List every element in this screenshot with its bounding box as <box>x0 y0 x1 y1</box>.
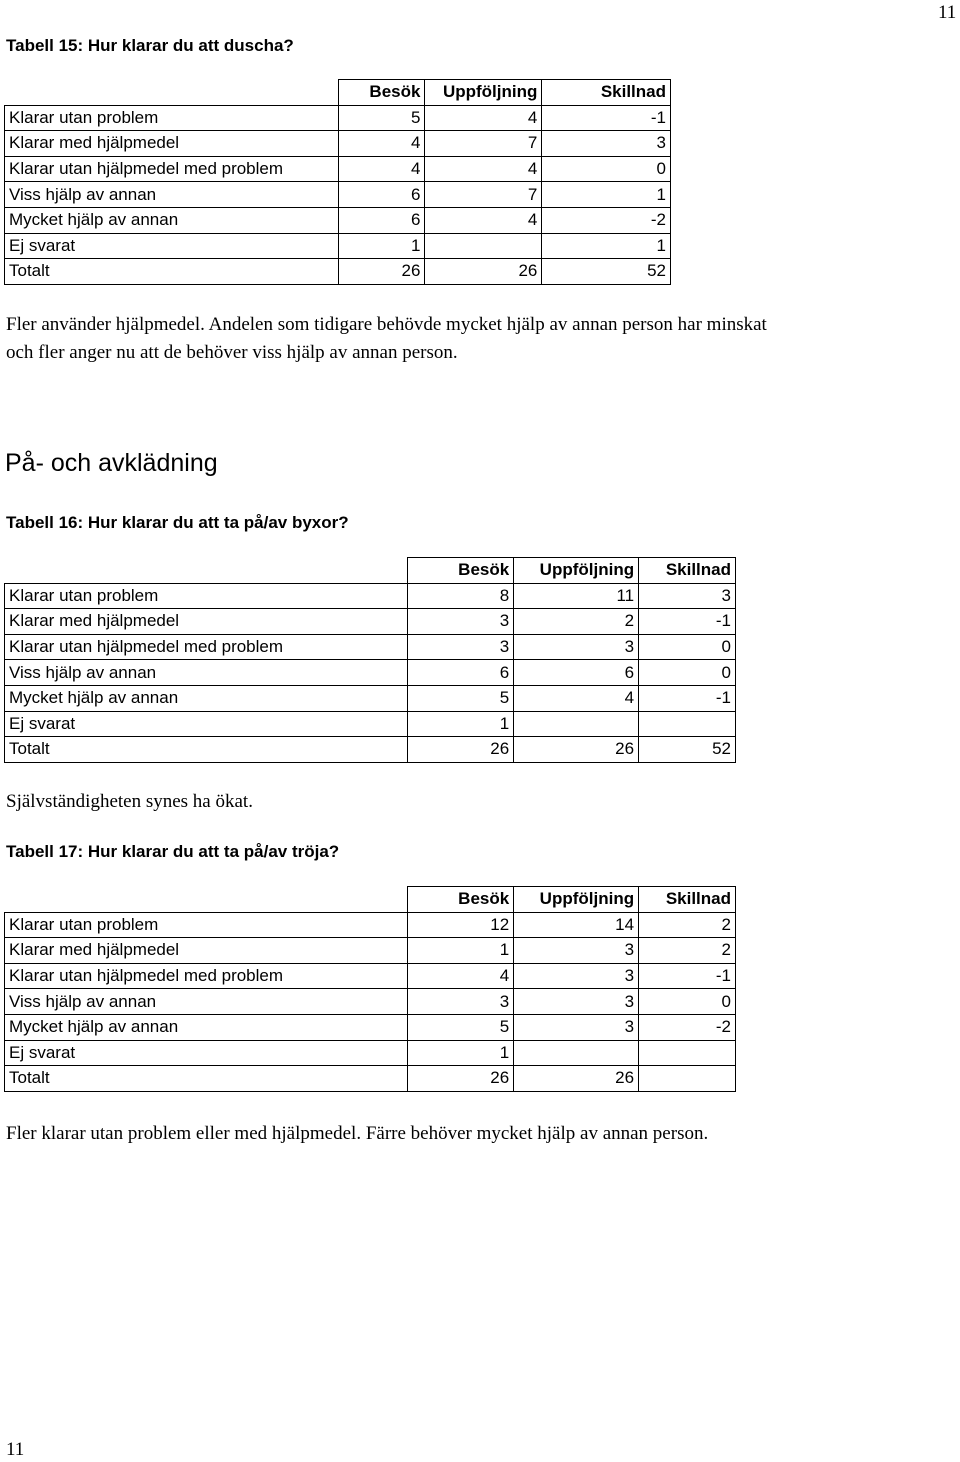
cell-besok: 26 <box>408 737 514 763</box>
cell-uppfoljning: 2 <box>514 609 639 635</box>
paragraph-16: Självständigheten synes ha ökat. <box>6 791 253 812</box>
header-skillnad: Skillnad <box>639 558 736 584</box>
cell-besok: 5 <box>408 1014 514 1040</box>
row-label: Klarar utan hjälpmedel med problem <box>5 156 339 182</box>
table-row <box>5 963 736 989</box>
cell-besok: 6 <box>408 660 514 686</box>
cell-skillnad: 1 <box>542 233 671 259</box>
cell-besok: 1 <box>408 938 514 964</box>
table-15 <box>4 79 671 285</box>
cell-uppfoljning: 3 <box>514 1014 639 1040</box>
cell-uppfoljning <box>514 1040 639 1066</box>
cell-besok: 6 <box>338 207 425 233</box>
cell-besok: 4 <box>338 131 425 157</box>
cell-uppfoljning: 3 <box>514 963 639 989</box>
cell-besok: 3 <box>408 989 514 1015</box>
row-label: Klarar utan hjälpmedel med problem <box>5 634 408 660</box>
cell-besok: 1 <box>338 233 425 259</box>
cell-besok: 4 <box>338 156 425 182</box>
table-row <box>5 660 736 686</box>
cell-besok: 5 <box>338 105 425 131</box>
row-label: Totalt <box>5 737 408 763</box>
header-skillnad: Skillnad <box>639 887 736 913</box>
cell-skillnad <box>639 1066 736 1092</box>
table-row <box>5 609 736 635</box>
row-label: Klarar utan hjälpmedel med problem <box>5 963 408 989</box>
table-row <box>5 685 736 711</box>
header-skillnad: Skillnad <box>542 80 671 106</box>
table-row <box>5 105 671 131</box>
table-row <box>5 1014 736 1040</box>
table-row <box>5 207 671 233</box>
header-corner <box>5 80 339 106</box>
cell-skillnad: 0 <box>542 156 671 182</box>
cell-uppfoljning: 26 <box>425 259 542 285</box>
row-label: Mycket hjälp av annan <box>5 207 339 233</box>
table-row <box>5 259 671 285</box>
table-row <box>5 711 736 737</box>
row-label: Klarar utan problem <box>5 912 408 938</box>
cell-skillnad: -1 <box>639 685 736 711</box>
header-uppfoljning: Uppföljning <box>514 887 639 913</box>
cell-besok: 4 <box>408 963 514 989</box>
table-row <box>5 912 736 938</box>
header-uppfoljning: Uppföljning <box>425 80 542 106</box>
cell-besok: 3 <box>408 634 514 660</box>
row-label: Totalt <box>5 1066 408 1092</box>
row-label: Ej svarat <box>5 711 408 737</box>
cell-uppfoljning: 4 <box>425 156 542 182</box>
row-label: Mycket hjälp av annan <box>5 685 408 711</box>
cell-besok: 5 <box>408 685 514 711</box>
cell-besok: 26 <box>408 1066 514 1092</box>
cell-besok: 6 <box>338 182 425 208</box>
header-besok: Besök <box>408 887 514 913</box>
cell-uppfoljning: 4 <box>425 105 542 131</box>
paragraph-15-line-2: och fler anger nu att de behöver viss hjälp av annan person. <box>6 342 458 363</box>
cell-uppfoljning: 7 <box>425 131 542 157</box>
table-17-caption: Tabell 17: Hur klarar du att ta på/av tröja? <box>6 842 340 861</box>
table-header-row <box>5 558 736 584</box>
table-15-caption: Tabell 15: Hur klarar du att duscha? <box>6 36 294 55</box>
cell-skillnad: 0 <box>639 660 736 686</box>
table-row <box>5 938 736 964</box>
cell-uppfoljning: 3 <box>514 634 639 660</box>
cell-skillnad <box>639 1040 736 1066</box>
table-row <box>5 1040 736 1066</box>
cell-besok: 1 <box>408 711 514 737</box>
page-number-top: 11 <box>938 2 957 23</box>
row-label: Ej svarat <box>5 233 339 259</box>
cell-skillnad: -1 <box>542 105 671 131</box>
table-row <box>5 1066 736 1092</box>
cell-besok: 1 <box>408 1040 514 1066</box>
cell-skillnad: -2 <box>639 1014 736 1040</box>
cell-uppfoljning <box>514 711 639 737</box>
table-header-row <box>5 80 671 106</box>
cell-uppfoljning: 3 <box>514 989 639 1015</box>
cell-skillnad: 0 <box>639 634 736 660</box>
cell-skillnad: 2 <box>639 938 736 964</box>
table-row <box>5 182 671 208</box>
cell-uppfoljning: 14 <box>514 912 639 938</box>
header-besok: Besök <box>408 558 514 584</box>
table-17 <box>4 886 736 1092</box>
cell-uppfoljning: 6 <box>514 660 639 686</box>
row-label: Viss hjälp av annan <box>5 989 408 1015</box>
header-besok: Besök <box>338 80 425 106</box>
row-label: Ej svarat <box>5 1040 408 1066</box>
row-label: Klarar utan problem <box>5 105 339 131</box>
row-label: Klarar utan problem <box>5 583 408 609</box>
header-uppfoljning: Uppföljning <box>514 558 639 584</box>
row-label: Klarar med hjälpmedel <box>5 131 339 157</box>
cell-besok: 26 <box>338 259 425 285</box>
cell-uppfoljning <box>425 233 542 259</box>
table-row <box>5 737 736 763</box>
table-row <box>5 583 736 609</box>
cell-skillnad: -1 <box>639 963 736 989</box>
cell-skillnad: 52 <box>542 259 671 285</box>
paragraph-15-line-1: Fler använder hjälpmedel. Andelen som tidigare behövde mycket hjälp av annan person har minskat <box>6 314 767 335</box>
cell-skillnad: 0 <box>639 989 736 1015</box>
table-row <box>5 233 671 259</box>
cell-skillnad: 52 <box>639 737 736 763</box>
cell-skillnad: -2 <box>542 207 671 233</box>
cell-skillnad: -1 <box>639 609 736 635</box>
section-heading: På- och avklädning <box>5 449 218 477</box>
cell-skillnad: 2 <box>639 912 736 938</box>
cell-skillnad: 1 <box>542 182 671 208</box>
cell-besok: 3 <box>408 609 514 635</box>
row-label: Viss hjälp av annan <box>5 182 339 208</box>
cell-uppfoljning: 11 <box>514 583 639 609</box>
cell-uppfoljning: 26 <box>514 737 639 763</box>
table-row <box>5 634 736 660</box>
cell-skillnad: 3 <box>542 131 671 157</box>
row-label: Klarar med hjälpmedel <box>5 609 408 635</box>
cell-uppfoljning: 7 <box>425 182 542 208</box>
row-label: Totalt <box>5 259 339 285</box>
cell-uppfoljning: 26 <box>514 1066 639 1092</box>
cell-uppfoljning: 3 <box>514 938 639 964</box>
page-number-bottom: 11 <box>6 1439 25 1460</box>
row-label: Viss hjälp av annan <box>5 660 408 686</box>
cell-besok: 12 <box>408 912 514 938</box>
table-row <box>5 156 671 182</box>
table-row <box>5 989 736 1015</box>
paragraph-17: Fler klarar utan problem eller med hjälpmedel. Färre behöver mycket hjälp av annan person. <box>6 1123 709 1144</box>
header-corner <box>5 558 408 584</box>
cell-uppfoljning: 4 <box>514 685 639 711</box>
table-header-row <box>5 887 736 913</box>
cell-uppfoljning: 4 <box>425 207 542 233</box>
header-corner <box>5 887 408 913</box>
table-16-caption: Tabell 16: Hur klarar du att ta på/av byxor? <box>6 513 349 532</box>
cell-skillnad <box>639 711 736 737</box>
table-16 <box>4 557 736 763</box>
row-label: Mycket hjälp av annan <box>5 1014 408 1040</box>
table-row <box>5 131 671 157</box>
cell-besok: 8 <box>408 583 514 609</box>
cell-skillnad: 3 <box>639 583 736 609</box>
row-label: Klarar med hjälpmedel <box>5 938 408 964</box>
